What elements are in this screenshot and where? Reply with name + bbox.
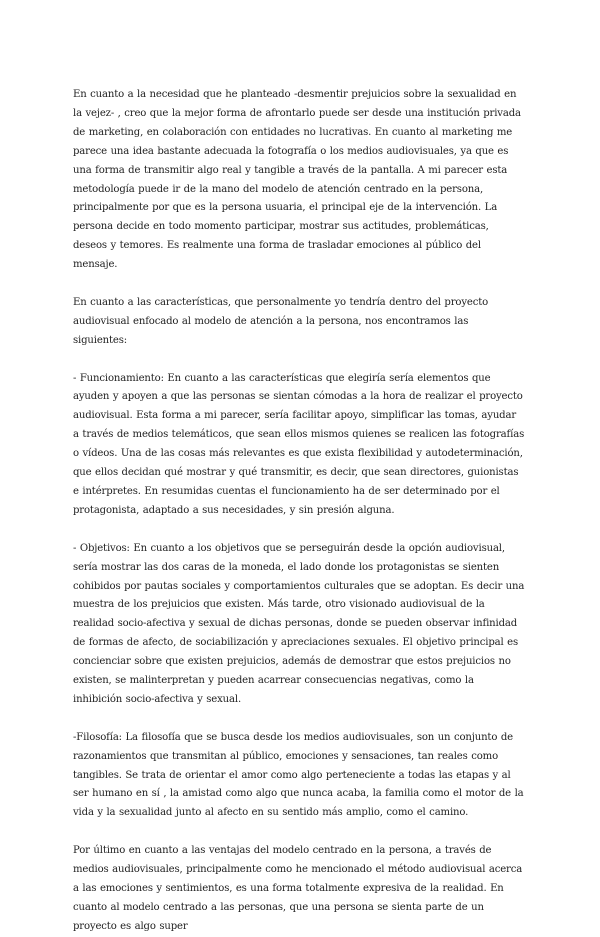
- paragraph-funcionamiento: - Funcionamiento: En cuanto a las características que elegiría sería elementos que ayuden y apoyen a que las personas se sientan cómodas a la hora de realizar el proyecto audiovisual. Esta forma a mi parecer, sería facilitar apoyo, simplificar las tomas, ayudar a través de medios telemáticos, que sean ellos mismos quienes se realicen las fotografías o vídeos. Una de las cosas más relevantes es que exista flexibilidad y autodeterminación, que ellos decidan qué mostrar y qué transmitir, es decir, que sean directores, guionistas e intérpretes. En resumidas cuentas el funcionamiento ha de ser determinado por el protagonista, adaptado a sus necesidades, y sin presión alguna.: [73, 372, 525, 516]
- paragraph-filosofia: -Filosofía: La filosofía que se busca desde los medios audiovisuales, son un conjunto de razonamientos que transmitan al público, emociones y sensaciones, tan reales como tangibles. Se trata de orientar el amor como algo perteneciente a todas las etapas y al ser humano en sí , la amistad como algo que nunca acaba, la familia como el motor de la vida y la sexualidad junto al afecto en su sentido más amplio, como el camino.: [73, 731, 524, 819]
- paragraph-characteristics-intro: En cuanto a las características, que personalmente yo tendría dentro del proyecto audiovisual enfocado al modelo de atención a la persona, nos encontramos las siguientes:: [73, 296, 489, 346]
- paragraph-marketing-approach: En cuanto a la necesidad que he planteado -desmentir prejuicios sobre la sexualidad en la vejez- , creo que la mejor forma de afrontarlo puede ser desde una institución privada de marketing, en colaboración con entidades no lucrativas. En cuanto al marketing me parece una idea bastante adecuada la fotografía o los medios audiovisuales, ya que es una forma de transmitir algo real y tangible a través de la pantalla. A mi parecer esta metodología puede ir de la mano del modelo de atención centrado en la persona, principalmente por que es la persona usuaria, el principal eje de la intervención. La persona decide en todo momento participar, mostrar sus actitudes, problemáticas, deseos y temores. Es realmente una forma de trasladar emociones al público del mensaje.: [73, 89, 521, 271]
- paragraph-ventajas: Por último en cuanto a las ventajas del modelo centrado en la persona, a través de medios audiovisuales, principalmente como he mencionado el método audiovisual acerca a las emociones y sentimientos, es una forma totalmente expresiva de la realidad. En cuanto al modelo centrado a las personas, que una persona se sienta parte de un proyecto es algo super: [73, 845, 523, 932]
- paragraph-objetivos: - Objetivos: En cuanto a los objetivos que se perseguirán desde la opción audiovisual, sería mostrar las dos caras de la moneda, el lado donde los protagonistas se sienten cohibidos por pautas sociales y comportamientos culturales que se adoptan. Es decir una muestra de los prejuicios que existen. Más tarde, otro visionado audiovisual de la realidad socio-afectiva y sexual de dichas personas, donde se pueden observar infinidad de formas de afecto, de sociabilización y apreciaciones sexuales. El objetivo principal es concienciar sobre que existen prejuicios, además de demostrar que estos prejuicios no existen, se malinterpretan y pueden acarrear consecuencias negativas, como la inhibición socio-afectiva y sexual.: [73, 542, 525, 705]
- document-body: [73, 86, 525, 937]
